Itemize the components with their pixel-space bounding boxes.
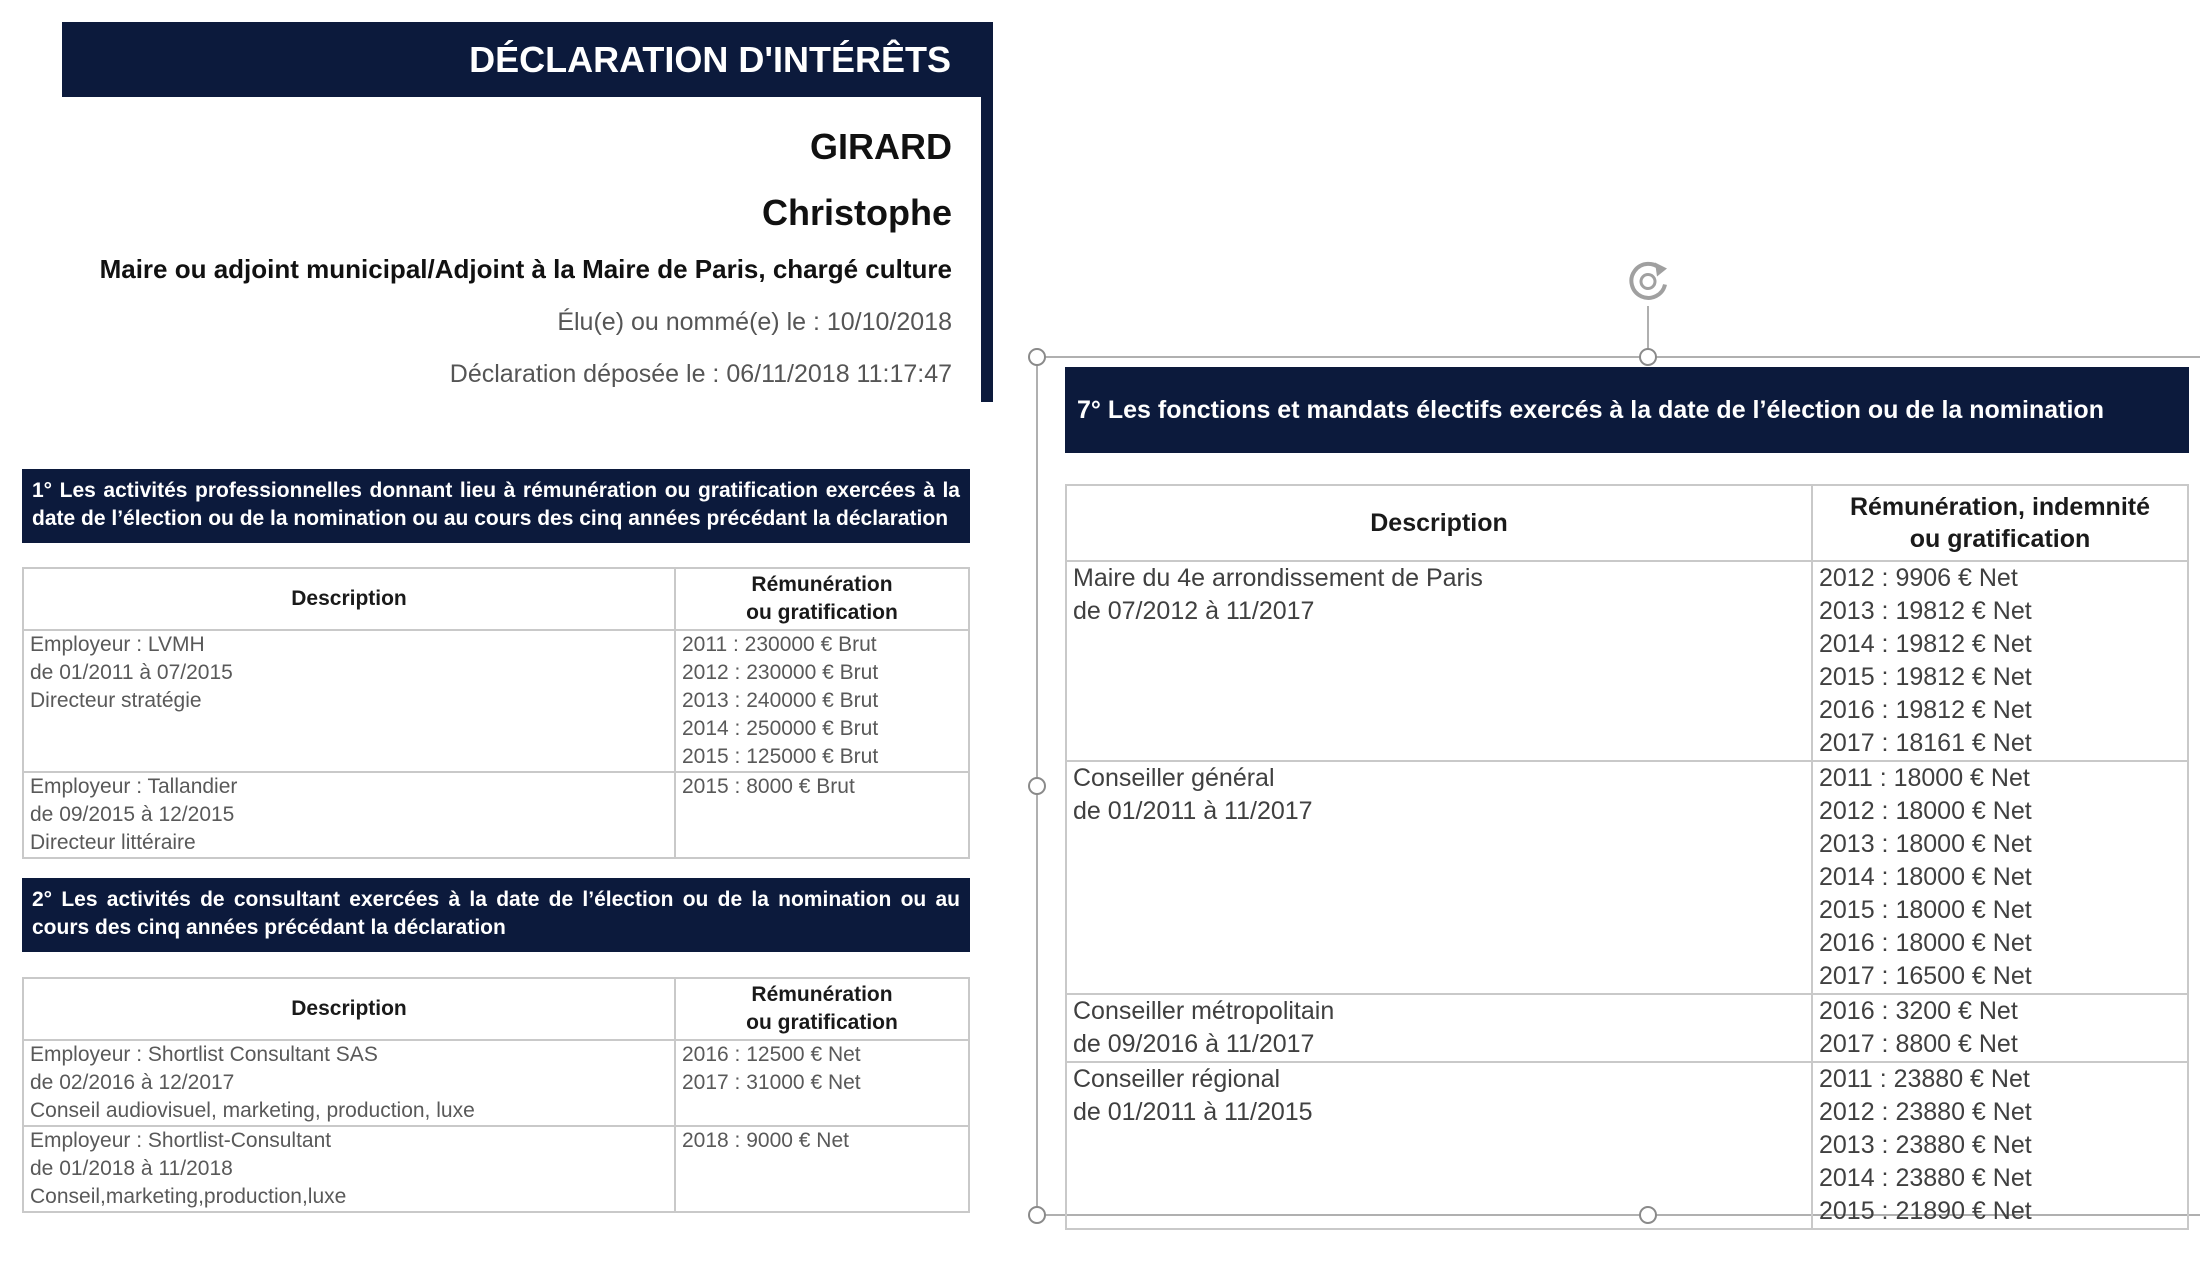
column-header-remuneration [675, 978, 969, 1040]
section-1-heading: 1° Les activités professionnelles donnant lieu à rémunération ou gratification exercées à la date de l’élection ou de la nomination ou au cours des cinq années précédant la déclaration [22, 469, 970, 543]
description-cell [23, 1126, 675, 1212]
section-2-table [22, 977, 970, 1213]
amount-line: 2017 : 18161 € Net [1819, 729, 2032, 757]
amount-line: 2012 : 230000 € Brut [682, 661, 879, 684]
table-row [1066, 994, 2188, 1062]
description-line: de 09/2016 à 11/2017 [1073, 1030, 1315, 1058]
amount-line: 2012 : 23880 € Net [1819, 1098, 2032, 1126]
column-header-line: ou gratification [746, 1011, 898, 1034]
resize-handle-top-center[interactable] [1639, 348, 1657, 366]
amount-line: 2012 : 9906 € Net [1819, 564, 2018, 592]
description-cell [23, 1040, 675, 1126]
description-line: Conseil,marketing,production,luxe [30, 1185, 347, 1208]
rotate-handle-icon[interactable] [1621, 255, 1675, 314]
amounts-cell [675, 772, 969, 858]
amount-line: 2013 : 19812 € Net [1819, 597, 2032, 625]
column-header-line: Rémunération [751, 573, 893, 596]
table-header-row [1066, 485, 2188, 561]
amount-line: 2015 : 18000 € Net [1819, 896, 2032, 924]
resize-handle-top-left[interactable] [1028, 348, 1046, 366]
description-cell [23, 630, 675, 772]
description-line: Conseil audiovisuel, marketing, production, luxe [30, 1099, 475, 1122]
amount-line: 2015 : 125000 € Brut [682, 745, 879, 768]
description-line: Conseiller régional [1073, 1065, 1281, 1093]
description-line: de 01/2018 à 11/2018 [30, 1157, 233, 1180]
description-line: Directeur stratégie [30, 689, 202, 712]
resize-handle-bottom-left[interactable] [1028, 1206, 1046, 1224]
deposit-date: Déclaration déposée le : 06/11/2018 11:17:47 [449, 360, 952, 388]
amount-line: 2017 : 31000 € Net [682, 1071, 861, 1094]
amount-line: 2013 : 23880 € Net [1819, 1131, 2032, 1159]
amount-line: 2014 : 23880 € Net [1819, 1164, 2032, 1192]
table-header-row [23, 978, 969, 1040]
declarant-role: Maire ou adjoint municipal/Adjoint à la Maire de Paris, chargé culture [99, 254, 952, 284]
column-header-description: Description [23, 978, 675, 1040]
amount-line: 2017 : 16500 € Net [1819, 962, 2032, 990]
description-line: de 01/2011 à 07/2015 [30, 661, 233, 684]
description-line: de 01/2011 à 11/2017 [1073, 797, 1313, 825]
resize-handle-bottom-center[interactable] [1639, 1206, 1657, 1224]
amounts-cell [675, 1040, 969, 1126]
description-line: Employeur : LVMH [30, 633, 205, 656]
column-header-line: ou gratification [746, 601, 898, 624]
description-line: de 07/2012 à 11/2017 [1073, 597, 1315, 625]
column-header-remuneration [675, 568, 969, 630]
column-header-line: Rémunération [751, 983, 893, 1006]
table-header-row [23, 568, 969, 630]
section-1-table [22, 567, 970, 859]
table-row [23, 1126, 969, 1212]
description-line: Conseiller métropolitain [1073, 997, 1335, 1025]
resize-handle-middle-left[interactable] [1028, 777, 1046, 795]
column-header-line: ou gratification [1909, 525, 2091, 553]
description-cell [1066, 761, 1812, 994]
header-right-rule [981, 22, 993, 402]
amounts-cell [1812, 994, 2188, 1062]
description-cell [1066, 561, 1812, 761]
description-cell [23, 772, 675, 858]
amount-line: 2012 : 18000 € Net [1819, 797, 2032, 825]
table-row [1066, 1062, 2188, 1229]
column-header-description: Description [23, 568, 675, 630]
amounts-cell [1812, 561, 2188, 761]
description-cell [1066, 1062, 1812, 1229]
declarant-surname: GIRARD [810, 126, 952, 167]
amounts-cell [675, 1126, 969, 1212]
amounts-cell [1812, 761, 2188, 994]
amount-line: 2014 : 250000 € Brut [682, 717, 879, 740]
description-line: de 02/2016 à 12/2017 [30, 1071, 235, 1094]
table-row [23, 1040, 969, 1126]
amount-line: 2016 : 19812 € Net [1819, 696, 2032, 724]
description-line: Conseiller général [1073, 764, 1275, 792]
section-7-heading: 7° Les fonctions et mandats électifs exercés à la date de l’élection ou de la nomination [1065, 367, 2189, 453]
amount-line: 2011 : 23880 € Net [1819, 1065, 2030, 1093]
table-row [23, 630, 969, 772]
description-line: Maire du 4e arrondissement de Paris [1073, 564, 1483, 592]
table-row [1066, 761, 2188, 994]
description-line: Employeur : Tallandier [30, 775, 238, 798]
description-line: Directeur littéraire [30, 831, 196, 854]
amount-line: 2016 : 3200 € Net [1819, 997, 2018, 1025]
elected-date: Élu(e) ou nommé(e) le : 10/10/2018 [557, 308, 952, 336]
amount-line: 2016 : 12500 € Net [682, 1043, 861, 1066]
description-line: Employeur : Shortlist Consultant SAS [30, 1043, 378, 1066]
amount-line: 2011 : 230000 € Brut [682, 633, 877, 656]
column-header-remuneration [1812, 485, 2188, 561]
declarant-first-name: Christophe [761, 192, 952, 233]
amount-line: 2014 : 19812 € Net [1819, 630, 2032, 658]
table-row [23, 772, 969, 858]
section-2-heading: 2° Les activités de consultant exercées à la date de l’élection ou de la nomination ou au cours des cinq années précédant la déclaration [22, 878, 970, 952]
amounts-cell [675, 630, 969, 772]
amount-line: 2013 : 18000 € Net [1819, 830, 2032, 858]
amount-line: 2018 : 9000 € Net [682, 1129, 849, 1152]
description-line: Employeur : Shortlist-Consultant [30, 1129, 332, 1152]
section-7-table [1065, 484, 2189, 1230]
document-title: DÉCLARATION D'INTÉRÊTS [62, 22, 989, 97]
column-header-line: Rémunération, indemnité [1849, 493, 2151, 521]
amount-line: 2017 : 8800 € Net [1819, 1030, 2018, 1058]
column-header-description: Description [1066, 485, 1812, 561]
amount-line: 2014 : 18000 € Net [1819, 863, 2032, 891]
amount-line: 2016 : 18000 € Net [1819, 929, 2032, 957]
amounts-cell [1812, 1062, 2188, 1229]
table-row [1066, 561, 2188, 761]
description-line: de 01/2011 à 11/2015 [1073, 1098, 1313, 1126]
amount-line: 2015 : 19812 € Net [1819, 663, 2032, 691]
amount-line: 2015 : 21890 € Net [1819, 1197, 2032, 1225]
description-line: de 09/2015 à 12/2015 [30, 803, 235, 826]
description-cell [1066, 994, 1812, 1062]
amount-line: 2015 : 8000 € Brut [682, 775, 855, 798]
amount-line: 2011 : 18000 € Net [1819, 764, 2030, 792]
selection-frame-top [1036, 356, 2200, 358]
amount-line: 2013 : 240000 € Brut [682, 689, 879, 712]
